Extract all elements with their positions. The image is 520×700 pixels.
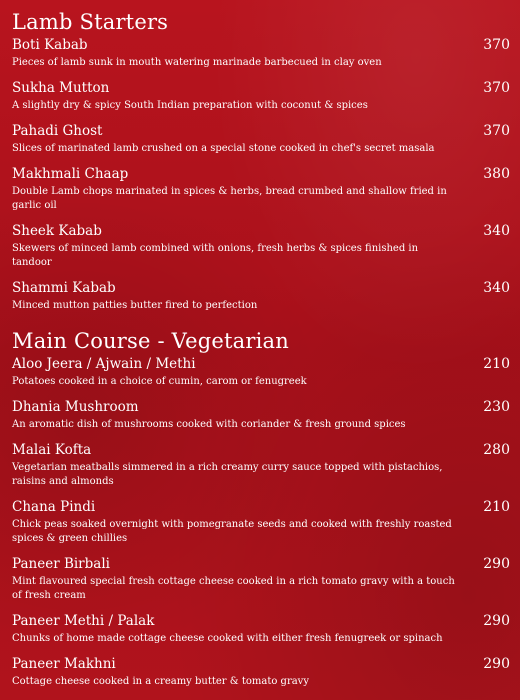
section-lamb-starters <box>12 8 510 313</box>
item-price: 370 <box>483 37 510 53</box>
item-name: Paneer Methi / Palak <box>12 613 155 629</box>
section-main-course-vegetarian <box>12 327 510 689</box>
item-description: A slightly dry & spicy South Indian preparation with coconut & spices <box>12 100 368 111</box>
item-name: Makhmali Chaap <box>12 166 129 182</box>
item-price: 210 <box>483 499 510 515</box>
menu-item <box>12 222 510 270</box>
item-description: Mint flavoured special fresh cottage cheese cooked in a rich tomato gravy with a touch of fresh cream <box>12 576 455 601</box>
item-description: Minced mutton patties butter fired to perfection <box>12 300 258 311</box>
menu-item <box>12 79 510 113</box>
item-name: Sheek Kabab <box>12 223 102 239</box>
item-name: Chana Pindi <box>12 499 96 515</box>
item-price: 230 <box>483 399 510 415</box>
item-name: Sukha Mutton <box>12 80 110 96</box>
item-name: Pahadi Ghost <box>12 123 103 139</box>
menu-item <box>12 36 510 70</box>
item-description: Chunks of home made cottage cheese cooked with either fresh fenugreek or spinach <box>12 633 443 644</box>
item-description: Double Lamb chops marinated in spices & herbs, bread crumbed and shallow fried in garlic oil <box>12 186 447 211</box>
item-name: Paneer Birbali <box>12 556 110 572</box>
item-description: Pieces of lamb sunk in mouth watering marinade barbecued in clay oven <box>12 57 382 68</box>
item-name: Shammi Kabab <box>12 280 116 296</box>
item-price: 290 <box>483 556 510 572</box>
item-description: Slices of marinated lamb crushed on a special stone cooked in chef's secret masala <box>12 143 435 154</box>
item-name: Dhania Mushroom <box>12 399 139 415</box>
menu-item <box>12 612 510 646</box>
item-name: Malai Kofta <box>12 442 92 458</box>
menu-item <box>12 398 510 432</box>
item-price: 280 <box>483 442 510 458</box>
item-description: Cottage cheese cooked in a creamy butter & tomato gravy <box>12 676 309 687</box>
menu-item <box>12 122 510 156</box>
item-description: Potatoes cooked in a choice of cumin, carom or fenugreek <box>12 376 307 387</box>
item-price: 370 <box>483 123 510 139</box>
item-description: Chick peas soaked overnight with pomegranate seeds and cooked with freshly roasted spices & green chillies <box>12 519 452 544</box>
item-price: 380 <box>483 166 510 182</box>
section-title: Lamb Starters <box>12 10 169 34</box>
item-name: Boti Kabab <box>12 37 88 53</box>
menu-page <box>12 8 510 689</box>
item-description: Skewers of minced lamb combined with onions, fresh herbs & spices finished in tandoor <box>12 243 419 268</box>
item-price: 340 <box>483 223 510 239</box>
menu-item <box>12 355 510 389</box>
menu-item <box>12 498 510 546</box>
item-price: 370 <box>483 80 510 96</box>
item-price: 290 <box>483 656 510 672</box>
item-description: Vegetarian meatballs simmered in a rich creamy curry sauce topped with pistachios, raisins and almonds <box>12 462 443 487</box>
menu-item <box>12 165 510 213</box>
item-name: Paneer Makhni <box>12 656 116 672</box>
menu-item <box>12 555 510 603</box>
item-price: 210 <box>483 356 510 372</box>
section-title: Main Course - Vegetarian <box>12 329 289 353</box>
item-price: 340 <box>483 280 510 296</box>
item-description: An aromatic dish of mushrooms cooked with coriander & fresh ground spices <box>12 419 406 430</box>
item-price: 290 <box>483 613 510 629</box>
item-name: Aloo Jeera / Ajwain / Methi <box>12 356 196 372</box>
menu-item <box>12 279 510 313</box>
menu-item <box>12 655 510 689</box>
menu-item <box>12 441 510 489</box>
